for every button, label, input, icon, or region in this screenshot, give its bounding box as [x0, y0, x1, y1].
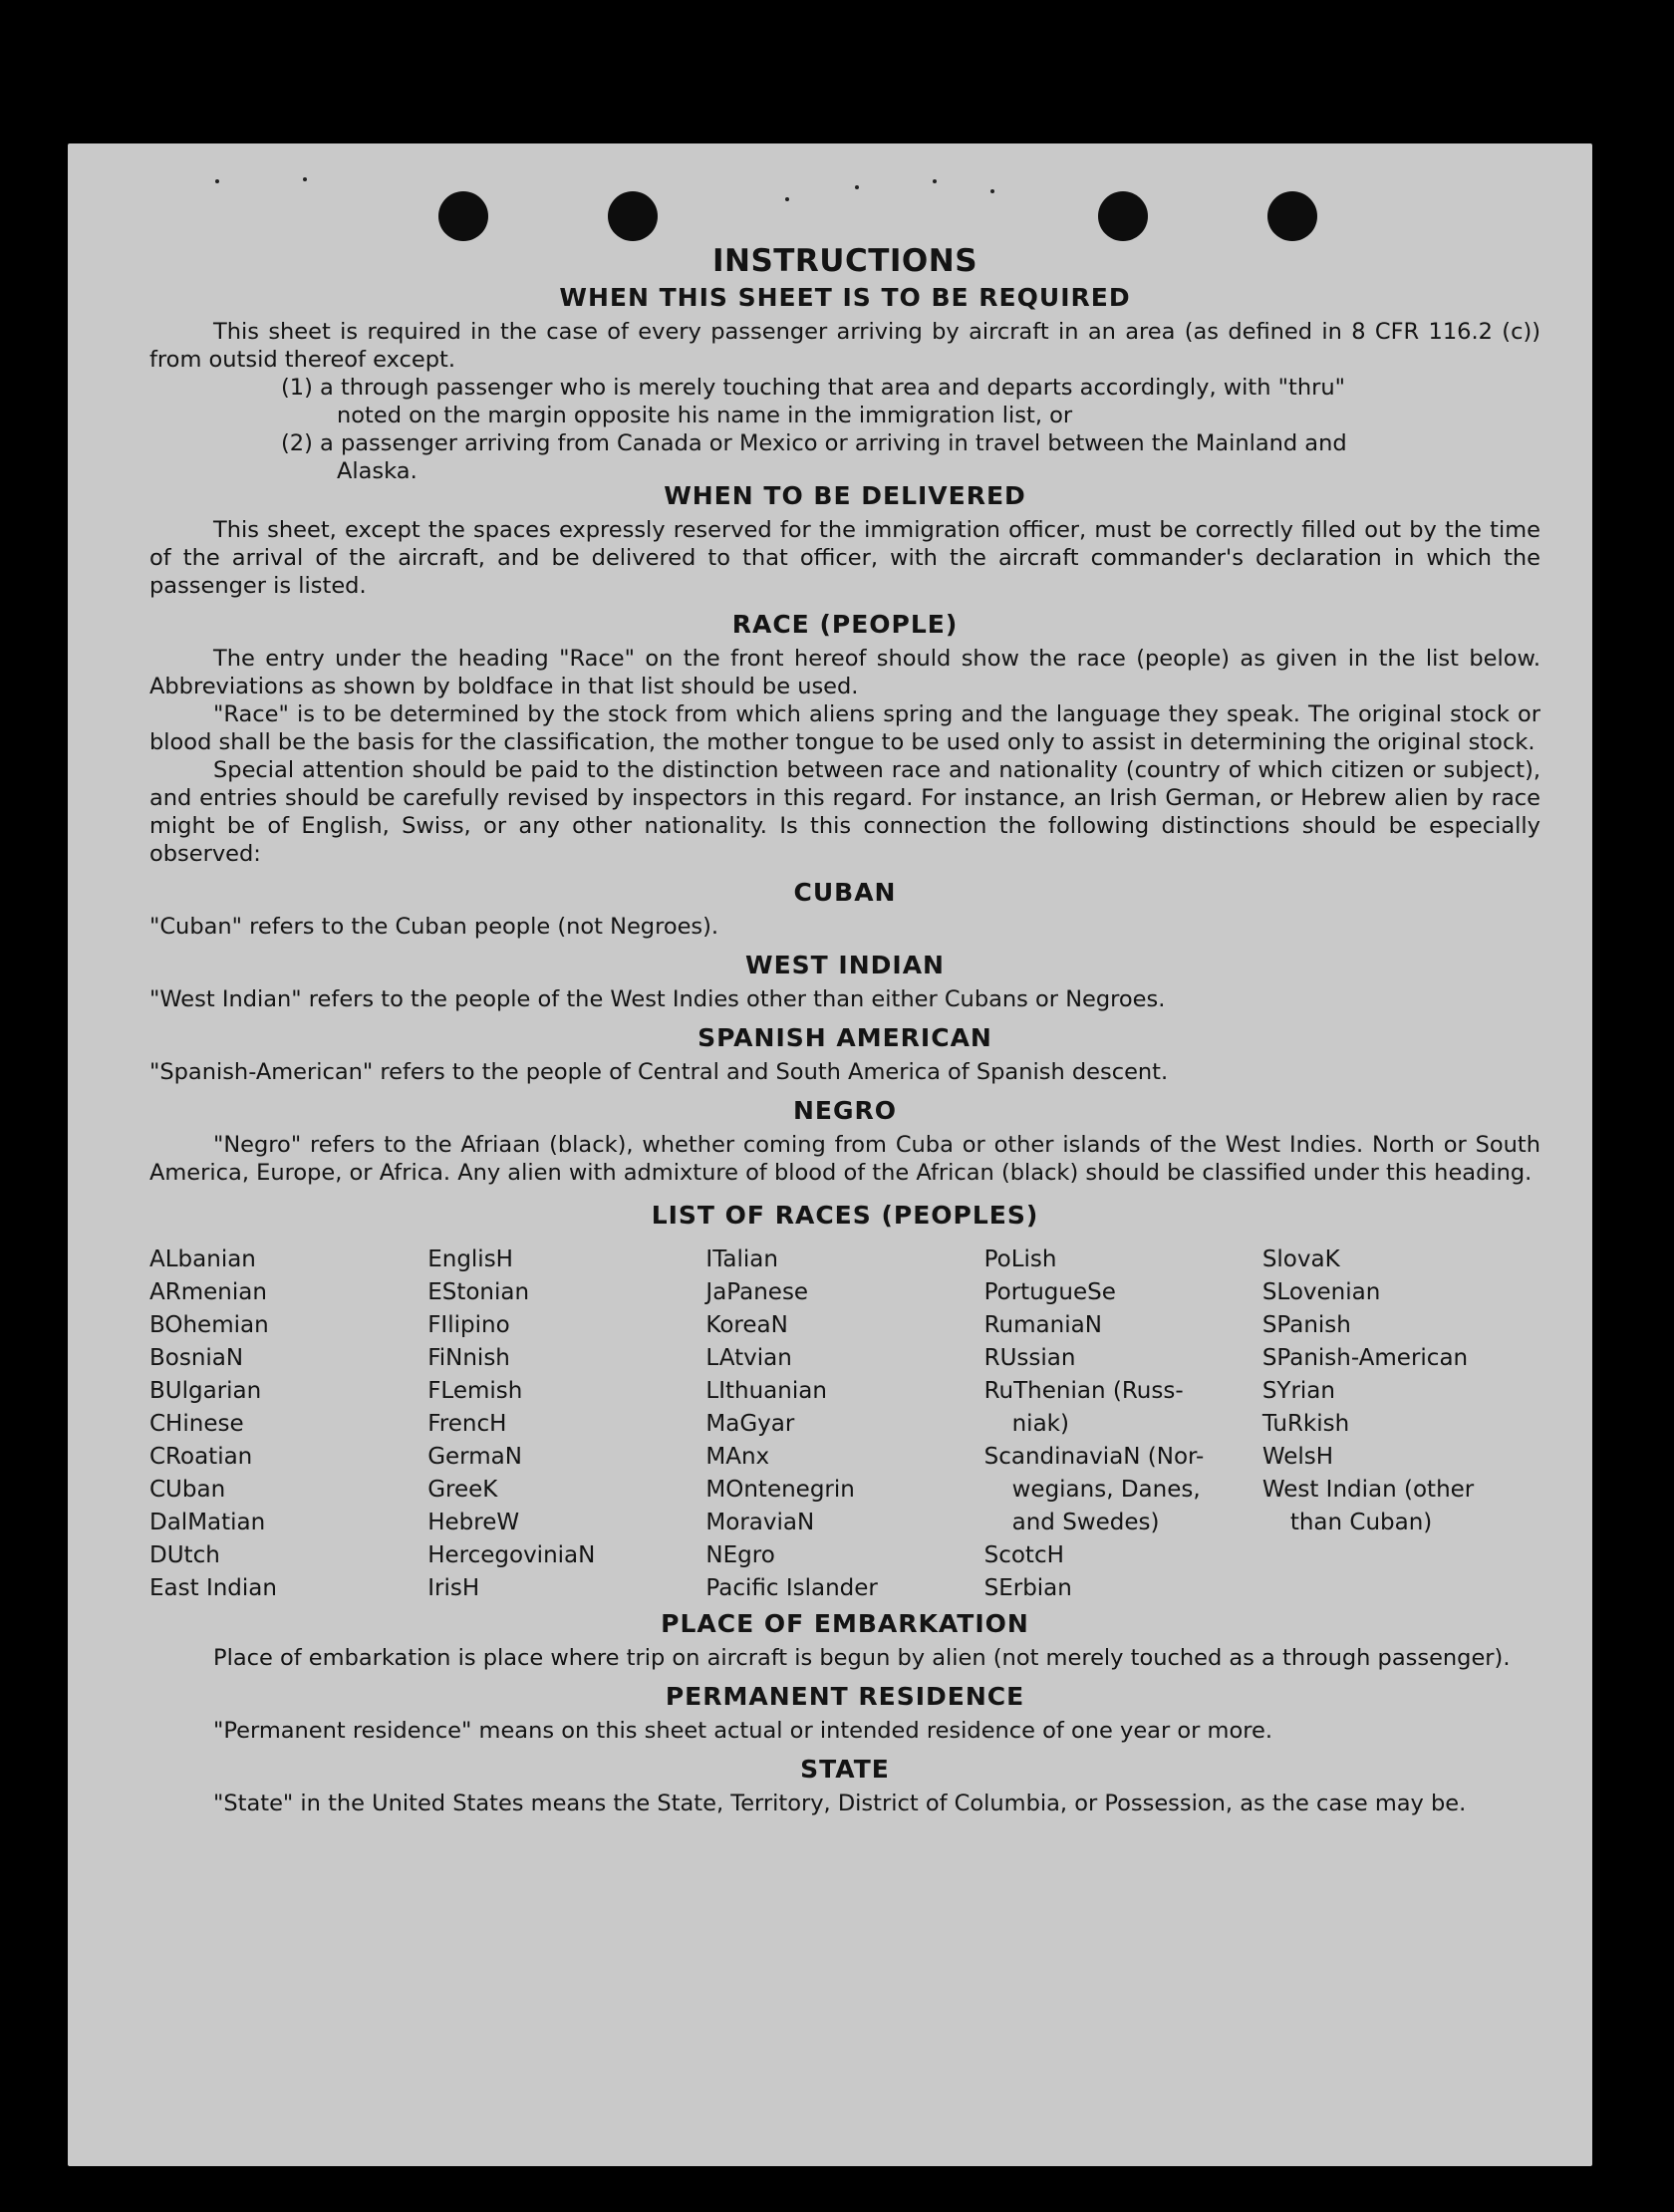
exception-1-line-b: noted on the margin opposite his name in the immigration list, or — [337, 403, 1073, 428]
race-item: FiNnish — [427, 1345, 510, 1371]
heading-cuban: CUBAN — [793, 878, 897, 907]
punch-hole-3 — [1098, 191, 1148, 241]
races-column-1 — [149, 1244, 427, 1605]
race-item: BUlgarian — [149, 1378, 262, 1404]
instructions-content — [149, 243, 1540, 1817]
races-list — [149, 1244, 1540, 1605]
race-item: ARmenian — [149, 1279, 267, 1305]
exception-1-line-a: (1) a through passenger who is merely touching that area and departs accordingly, with "thru" — [281, 375, 1345, 401]
race-item-continued: wegians, Danes, — [1011, 1477, 1201, 1503]
heading-permanent-residence: PERMANENT RESIDENCE — [665, 1682, 1025, 1711]
race-item: DUtch — [149, 1542, 220, 1568]
race-item: CRoatian — [149, 1444, 253, 1470]
speck — [855, 185, 859, 189]
races-column-5 — [1262, 1244, 1540, 1605]
spanish-american-text: "Spanish-American" refers to the people of Central and South America of Spanish descent. — [149, 1059, 1169, 1085]
race-item: MoraviaN — [705, 1510, 815, 1535]
punch-hole-4 — [1267, 191, 1317, 241]
race-item: FIlipino — [427, 1312, 510, 1338]
page-title: INSTRUCTIONS — [711, 243, 978, 279]
race-item: WelsH — [1261, 1444, 1334, 1470]
form-sheet — [68, 143, 1592, 2166]
race-item: IrisH — [427, 1575, 480, 1601]
cuban-text: "Cuban" refers to the Cuban people (not Negroes). — [149, 914, 719, 940]
heading-state: STATE — [800, 1755, 890, 1784]
race-item: SYrian — [1261, 1378, 1335, 1404]
race-item: PoLish — [983, 1246, 1057, 1272]
heading-list-of-races: LIST OF RACES (PEOPLES) — [651, 1201, 1039, 1230]
heading-when-required: WHEN THIS SHEET IS TO BE REQUIRED — [559, 283, 1131, 312]
speck — [215, 179, 219, 183]
west-indian-text: "West Indian" refers to the people of the West Indies other than either Cubans or Negroes. — [149, 986, 1166, 1012]
race-item: SLovenian — [1261, 1279, 1381, 1305]
race-item: EnglisH — [427, 1246, 513, 1272]
state-text: "State" in the United States means the State, Territory, District of Columbia, or Possession, as the case may be. — [213, 1791, 1467, 1816]
race-item: BosniaN — [149, 1345, 244, 1371]
heading-when-delivered: WHEN TO BE DELIVERED — [664, 481, 1026, 510]
negro-text: "Negro" refers to the Afriaan (black), whether coming from Cuba or other islands of the West Indies. North or South America, Europe, or Africa. Any alien with admixture of blood of the African (black) should be classified under this heading. — [149, 1132, 1540, 1186]
races-column-4 — [984, 1244, 1262, 1605]
race-item: MAnx — [705, 1444, 770, 1470]
race-item: LAtvian — [705, 1345, 792, 1371]
race-item: KoreaN — [705, 1312, 788, 1338]
race-item: EStonian — [427, 1279, 530, 1305]
race-item: FLemish — [427, 1378, 523, 1404]
race-item: MOntenegrin — [705, 1477, 855, 1503]
race-item: ITalian — [705, 1246, 778, 1272]
exception-1 — [281, 374, 1540, 429]
race-item: ALbanian — [149, 1246, 256, 1272]
required-intro: This sheet is required in the case of every passenger arriving by aircraft in an area (as defined in 8 CFR 116.2 (c)) from outsid thereof except. — [149, 319, 1540, 373]
speck — [933, 179, 937, 183]
heading-west-indian: WEST INDIAN — [745, 951, 945, 979]
delivered-text: This sheet, except the spaces expressly reserved for the immigration officer, must be correctly filled out by the time of the arrival of the aircraft, and be delivered to that officer, with the aircraft commander's declaration in which the passenger is listed. — [149, 517, 1540, 599]
race-item: SPanish-American — [1261, 1345, 1469, 1371]
race-item: HercegoviniaN — [427, 1542, 596, 1568]
race-item: SErbian — [983, 1575, 1072, 1601]
race-item: DalMatian — [149, 1510, 266, 1535]
race-paragraph-1: The entry under the heading "Race" on the front hereof should show the race (people) as given in the list below. Abbreviations as shown by boldface in that list should be used. — [149, 646, 1540, 699]
exception-2-line-a: (2) a passenger arriving from Canada or Mexico or arriving in travel between the Mainland and — [281, 430, 1347, 456]
race-item: BOhemian — [149, 1312, 269, 1338]
race-item: PortugueSe — [983, 1279, 1116, 1305]
speck — [303, 177, 307, 181]
embarkation-text: Place of embarkation is place where trip on aircraft is begun by alien (not merely touched as a through passenger). — [213, 1645, 1511, 1671]
punch-hole-2 — [608, 191, 658, 241]
race-item-continued: and Swedes) — [1011, 1510, 1160, 1535]
race-item: CUban — [149, 1477, 226, 1503]
residence-text: "Permanent residence" means on this sheet actual or intended residence of one year or more. — [213, 1718, 1272, 1744]
race-item: ScotcH — [983, 1542, 1064, 1568]
heading-negro: NEGRO — [792, 1096, 898, 1125]
race-item: GreeK — [427, 1477, 498, 1503]
speck — [990, 189, 994, 193]
race-item: West Indian (other — [1261, 1477, 1475, 1503]
race-item-continued: niak) — [1011, 1411, 1069, 1437]
race-item: RumaniaN — [983, 1312, 1102, 1338]
race-item: SPanish — [1261, 1312, 1351, 1338]
race-paragraph-2: "Race" is to be determined by the stock from which aliens spring and the language they speak. The original stock or blood shall be the basis for the classification, the mother tongue to be used only to assist in determining the original stock. — [149, 701, 1540, 755]
exception-2 — [281, 429, 1540, 485]
punch-hole-1 — [438, 191, 488, 241]
race-item: East Indian — [149, 1575, 277, 1601]
race-item: SlovaK — [1261, 1246, 1340, 1272]
race-item: GermaN — [427, 1444, 522, 1470]
race-item: Pacific Islander — [705, 1575, 878, 1601]
races-column-2 — [427, 1244, 705, 1605]
race-paragraph-3: Special attention should be paid to the distinction between race and nationality (country of which citizen or subject), and entries should be carefully revised by inspectors in this regard. For instance, an Irish German, or Hebrew alien by race might be of English, Swiss, or any other nationality. Is this connection the following distinctions should be especially observed: — [149, 757, 1540, 867]
races-column-3 — [705, 1244, 983, 1605]
race-item: CHinese — [149, 1411, 244, 1437]
speck — [785, 197, 789, 201]
race-item: ScandinaviaN (Nor- — [983, 1444, 1205, 1470]
heading-race: RACE (PEOPLE) — [731, 610, 959, 639]
race-item-continued: than Cuban) — [1289, 1510, 1433, 1535]
race-item: JaPanese — [705, 1279, 809, 1305]
heading-spanish-american: SPANISH AMERICAN — [698, 1023, 992, 1052]
race-item: RUssian — [983, 1345, 1076, 1371]
heading-place-of-embarkation: PLACE OF EMBARKATION — [661, 1609, 1029, 1638]
race-item: NEgro — [705, 1542, 775, 1568]
exception-2-line-b: Alaska. — [337, 458, 418, 484]
race-item: TuRkish — [1261, 1411, 1350, 1437]
race-item: LIthuanian — [705, 1378, 827, 1404]
race-item: HebreW — [427, 1510, 520, 1535]
race-item: MaGyar — [705, 1411, 795, 1437]
race-item: FrencH — [427, 1411, 507, 1437]
race-item: RuThenian (Russ- — [983, 1378, 1184, 1404]
